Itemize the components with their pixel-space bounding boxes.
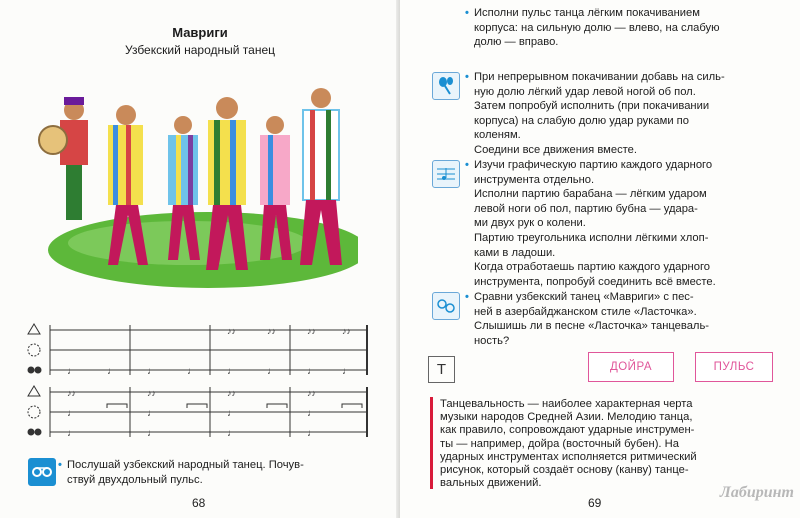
text-line: долю — вправо. [474,36,559,49]
page-title: Мавриги [172,25,228,40]
svg-text:♩: ♩ [307,366,317,377]
text-line: Затем попробуй исполнить (при покачивании [474,100,710,113]
svg-text:♪♪: ♪♪ [342,326,351,336]
page-subtitle: Узбекский народный танец [125,43,275,57]
text-line: При непрерывном покачивании добавь на силь- [474,71,725,83]
text-line: Соедини все движения вместе. [474,143,638,156]
svg-text:♩: ♩ [67,366,77,377]
text-line: Исполни партию барабана — лёгким ударом [474,188,707,201]
notation-icon [432,160,460,188]
svg-text:♪♪: ♪♪ [227,326,236,336]
dancers-illustration [38,65,358,290]
compare-instruction [465,290,784,348]
text-line: Когда отработаешь партию каждого ударного [474,261,710,274]
svg-text:♪♪: ♪♪ [67,388,76,398]
svg-text:♩: ♩ [187,366,197,377]
pulse-button[interactable]: ПУЛЬС [695,352,773,382]
text-line: ты — например, дойра (восточный бубен). На [440,437,679,450]
svg-text:♩: ♩ [342,366,352,377]
svg-text:♪♪: ♪♪ [227,388,236,398]
svg-text:♪♪: ♪♪ [307,326,316,336]
maracas-icon [432,72,460,100]
text-line: коленям. [474,129,521,142]
right-page [400,0,800,518]
svg-text:♩: ♩ [67,408,77,419]
svg-text:♪♪: ♪♪ [267,326,276,336]
text-line: Исполни пульс танца лёгким покачиванием [474,7,700,19]
text-line: ками в ладоши. [474,246,556,259]
text-line: ную долю лёгкий удар левой ногой об пол. [474,85,696,98]
text-line: Изучи графическую партию каждого ударного [474,159,713,171]
page-number-left: 68 [192,496,206,510]
text-line: вальных движений. [440,477,542,490]
bullet: • [465,159,469,171]
rhythm-staff-2 [22,382,372,442]
svg-text:♩: ♩ [307,428,317,439]
text-line: Послушай узбекский народный танец. Почув- [67,459,304,471]
bullet: • [58,459,62,471]
text-line: корпуса: на сильную долю — влево, на слабую [474,21,720,34]
text-line: корпуса) на слабую долю удар руками по [474,114,689,127]
svg-text:♩: ♩ [307,408,317,419]
text-line: ми двух рук о колени. [474,217,586,230]
bullet: • [465,291,469,303]
text-line: музыки народов Средней Азии. Мелодию танца, [440,411,693,424]
svg-text:♪♪: ♪♪ [147,388,156,398]
listen-icon [28,458,56,486]
svg-text:♩: ♩ [107,366,117,377]
watermark-logo: Лабиринт [719,484,794,501]
svg-text:♪♪: ♪♪ [307,388,316,398]
text-line: Партию треугольника исполни лёгкими хлоп- [474,231,709,244]
definition-bar [430,397,433,489]
svg-text:♩: ♩ [147,366,157,377]
svg-text:♩: ♩ [267,366,277,377]
listen-instruction [58,458,377,487]
definition-text [440,398,785,490]
rhythm-staff-1 [22,320,372,380]
doira-button[interactable]: ДОЙРА [588,352,674,382]
page-number-right: 69 [588,496,602,510]
text-line: инструмента отдельно. [474,173,595,186]
text-line: ствуй двухдольный пульс. [67,473,203,486]
pulse-instruction [465,6,784,50]
svg-text:♩: ♩ [147,428,157,439]
graphic-part-instruction [465,158,784,289]
term-marker: Т [428,356,455,383]
svg-text:♩: ♩ [147,408,157,419]
text-line: левой ноги об пол, партию бубна — удара- [474,202,698,215]
bullet: • [465,71,469,83]
text-line: Сравни узбекский танец «Мавриги» с пес- [474,291,694,303]
text-line: инструмента, попробуй соединить всё вместе. [474,275,716,288]
svg-text:♩: ♩ [227,408,237,419]
compare-icon [432,292,460,320]
text-line: рисунок, который создаёт основу (канву) танце- [440,464,689,477]
movement-instruction [465,70,784,158]
bullet: • [465,7,469,19]
text-line: ность? [474,334,510,347]
svg-text:♩: ♩ [67,428,77,439]
svg-text:♩: ♩ [227,428,237,439]
text-line: ней в азербайджанском стиле «Ласточка». [474,305,697,318]
text-line: ударных инструментах исполняется ритмический [440,450,697,463]
text-line: Слышишь ли в песне «Ласточка» танцеваль- [474,320,710,333]
text-line: как правило, сопровождают ударные инструмен- [440,424,695,437]
svg-text:♩: ♩ [227,366,237,377]
text-line: Танцевальность — наиболее характерная черта [440,398,693,410]
